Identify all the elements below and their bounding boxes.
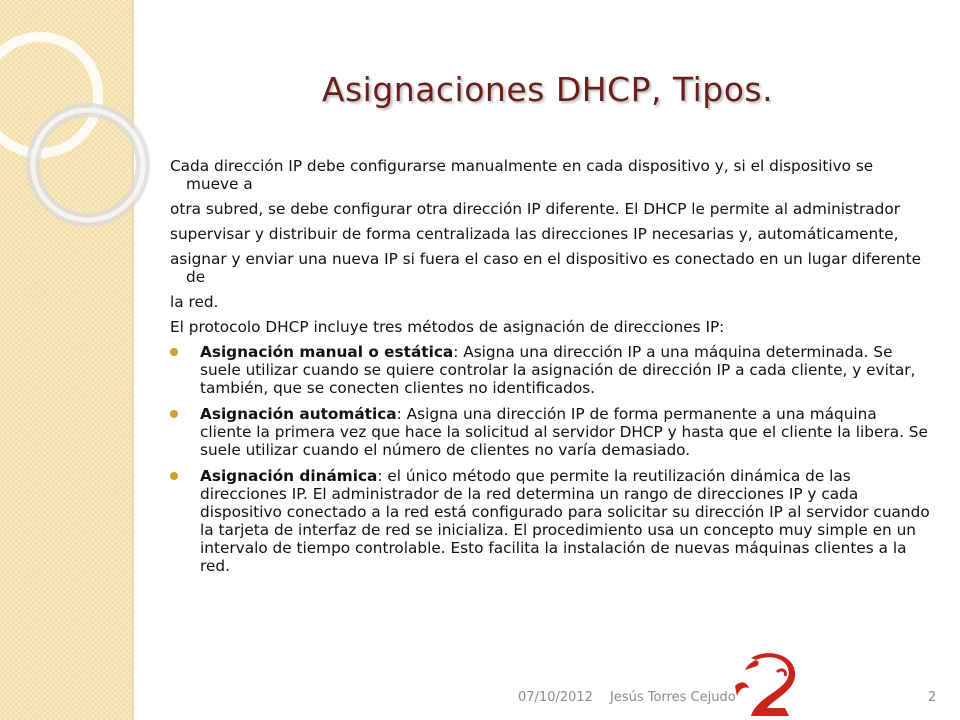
body-paragraph: Cada dirección IP debe configurarse manualmente en cada dispositivo y, si el dispositivo se mueve a xyxy=(170,157,874,193)
page-number: 2 xyxy=(928,690,937,705)
bullet-dot-icon xyxy=(170,410,178,418)
method-description: : Asigna una dirección IP de forma permanente a una máquina cliente la primera vez que hace la solicitud al servidor DHCP y hasta que el cliente la libera. Se suele utilizar cuando el número de clientes no varía demasiado. xyxy=(200,405,928,459)
method-description: : el único método que permite la reutilización dinámica de las direcciones IP. El administrador de la red determina un rango de direcciones IP y cada dispositivo conectado a la red está configurado para solicitar su dirección IP al servidor cuando la tarjeta de interfaz de red se inicializa. El procedimiento usa un concepto muy simple en un intervalo de tiempo controlable. Esto facilita la instalación de nuevas máquinas clientes a la red. xyxy=(200,467,930,575)
list-item xyxy=(170,467,930,575)
list-item-text xyxy=(186,343,930,397)
bullet-dot-icon xyxy=(170,348,178,356)
slide-title: Asignaciones DHCP, Tipos. xyxy=(321,70,774,109)
list-item-text xyxy=(186,467,930,575)
decorative-rings xyxy=(0,0,160,260)
body-paragraph: asignar y enviar una nueva IP si fuera el caso en el dispositivo es conectado en un lugar diferente de xyxy=(170,250,921,286)
method-term: Asignación automática xyxy=(200,405,397,423)
dragon-logo-icon xyxy=(727,652,807,720)
method-term: Asignación dinámica xyxy=(200,467,378,485)
bullet-dot-icon xyxy=(170,472,178,480)
method-description: : Asigna una dirección IP a una máquina determinada. Se suele utilizar cuando se quiere controlar la asignación de dirección IP a cada cliente, y evitar, también, que se conecten clientes no identificados. xyxy=(200,343,916,397)
footer-date: 07/10/2012 xyxy=(518,690,593,705)
list-item xyxy=(170,405,930,459)
body-paragraph: supervisar y distribuir de forma centralizada las direcciones IP necesarias y, automáticamente, xyxy=(170,225,899,243)
method-list xyxy=(170,343,930,575)
footer-author: Jesús Torres Cejudo xyxy=(610,690,736,705)
body-paragraph: otra subred, se debe configurar otra dirección IP diferente. El DHCP le permite al administrador xyxy=(170,200,901,218)
method-term: Asignación manual o estática xyxy=(200,343,454,361)
body-paragraph: El protocolo DHCP incluye tres métodos de asignación de direcciones IP: xyxy=(170,318,725,336)
body-paragraph: la red. xyxy=(170,293,219,311)
slide-body xyxy=(170,157,930,583)
list-item xyxy=(170,343,930,397)
list-item-text xyxy=(186,405,930,459)
